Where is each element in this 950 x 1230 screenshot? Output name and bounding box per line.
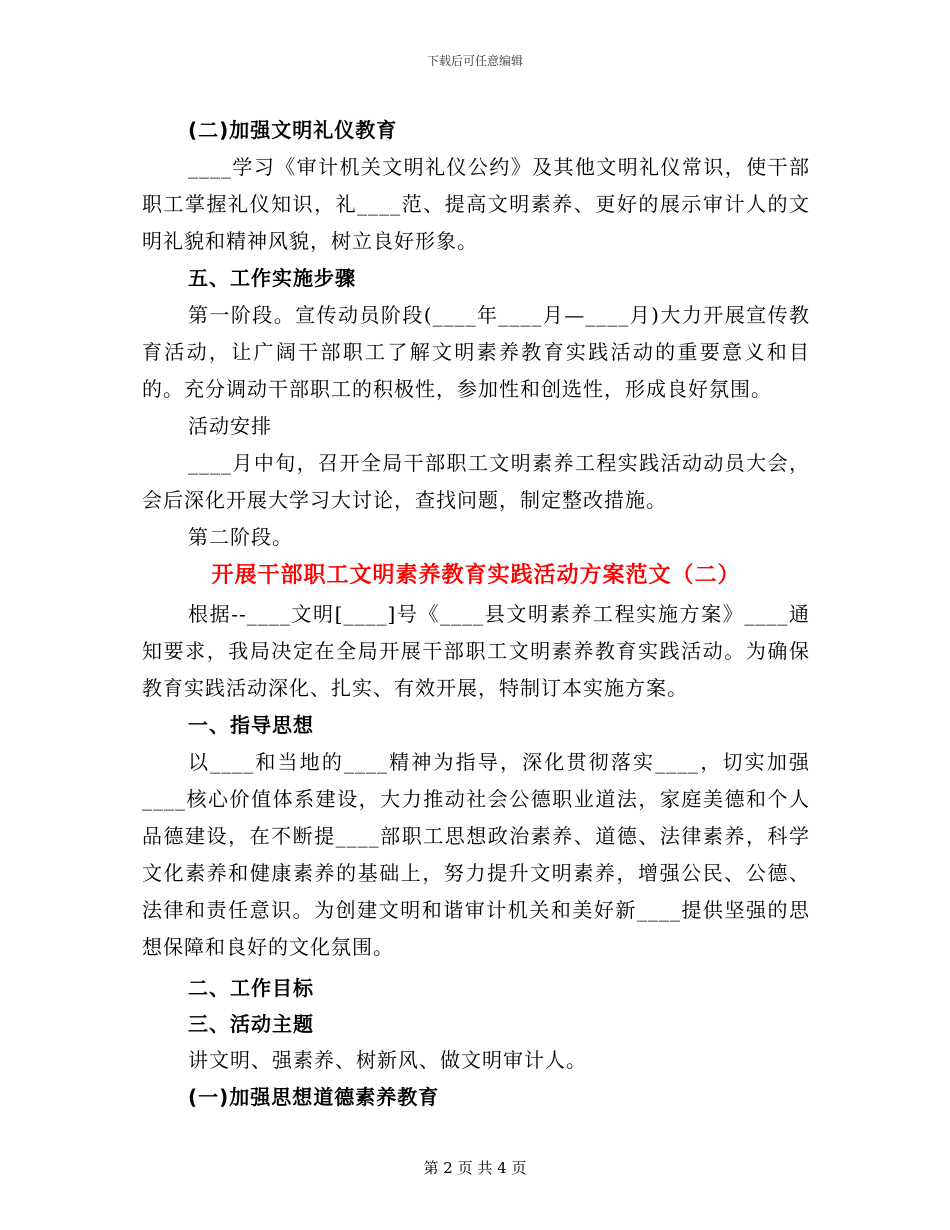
paragraph-stage-one: 第一阶段。宣传动员阶段(____年____月—____月)大力开展宣传教育活动，让广阔干部职工了解文明素养教育实践活动的重要意义和目的。充分调动干部职工的积极性，参加性和创选性，形成良好氛围。	[142, 303, 810, 401]
page-header: 下载后可任意编辑	[426, 54, 523, 68]
section-heading-steps: 五、工作实施步骤	[188, 266, 356, 290]
paragraph-activity-arrangement: 活动安排	[188, 414, 272, 438]
paragraph-guiding-thought: 以____和当地的____精神为指导，深化贯彻落实____，切实加强____核心价值体系建设，大力推动社会公德职业道法，家庭美德和个人品德建设，在不断提____部职工思想政治素养、道德、法律素养，科学文化素养和健康素养的基础上，努力提升文明素养，增强公民、公德、法律和责任意识。为创建文明和谐审计机关和美好新____提供坚强的思想保障和良好的文化氛围。	[142, 750, 810, 959]
section-heading-moral-education: (一)加强思想道德素养教育	[188, 1085, 440, 1109]
paragraph-activity-theme: 讲文明、强素养、树新风、做文明审计人。	[188, 1048, 587, 1072]
section-heading-activity-theme: 三、活动主题	[188, 1012, 314, 1036]
paragraph-etiquette: ____学习《审计机关文明礼仪公约》及其他文明礼仪常识，使干部职工掌握礼仪知识，礼____范、提高文明素养、更好的展示审计人的文明礼貌和精神风貌，树立良好形象。	[142, 155, 810, 253]
page-footer: 第 2 页 共 4 页	[423, 1159, 527, 1177]
section-heading-guiding-thought: 一、指导思想	[188, 713, 314, 737]
section-heading-etiquette: (二)加强文明礼仪教育	[188, 118, 398, 142]
paragraph-basis: 根据--____文明[____]号《____县文明素养工程实施方案》____通知要求，我局决定在全局开展干部职工文明素养教育实践活动。为确保教育实践活动深化、扎实、有效开展，特制订本实施方案。	[142, 602, 810, 700]
paragraph-meeting: ____月中旬，召开全局干部职工文明素养工程实践活动动员大会，会后深化开展大学习大讨论，查找问题，制定整改措施。	[142, 451, 810, 512]
document-title-two: 开展干部职工文明素养教育实践活动方案范文（二）	[211, 563, 741, 588]
paragraph-stage-two: 第二阶段。	[188, 525, 293, 549]
document-body	[142, 112, 810, 1116]
section-heading-work-goals: 二、工作目标	[188, 976, 314, 1000]
